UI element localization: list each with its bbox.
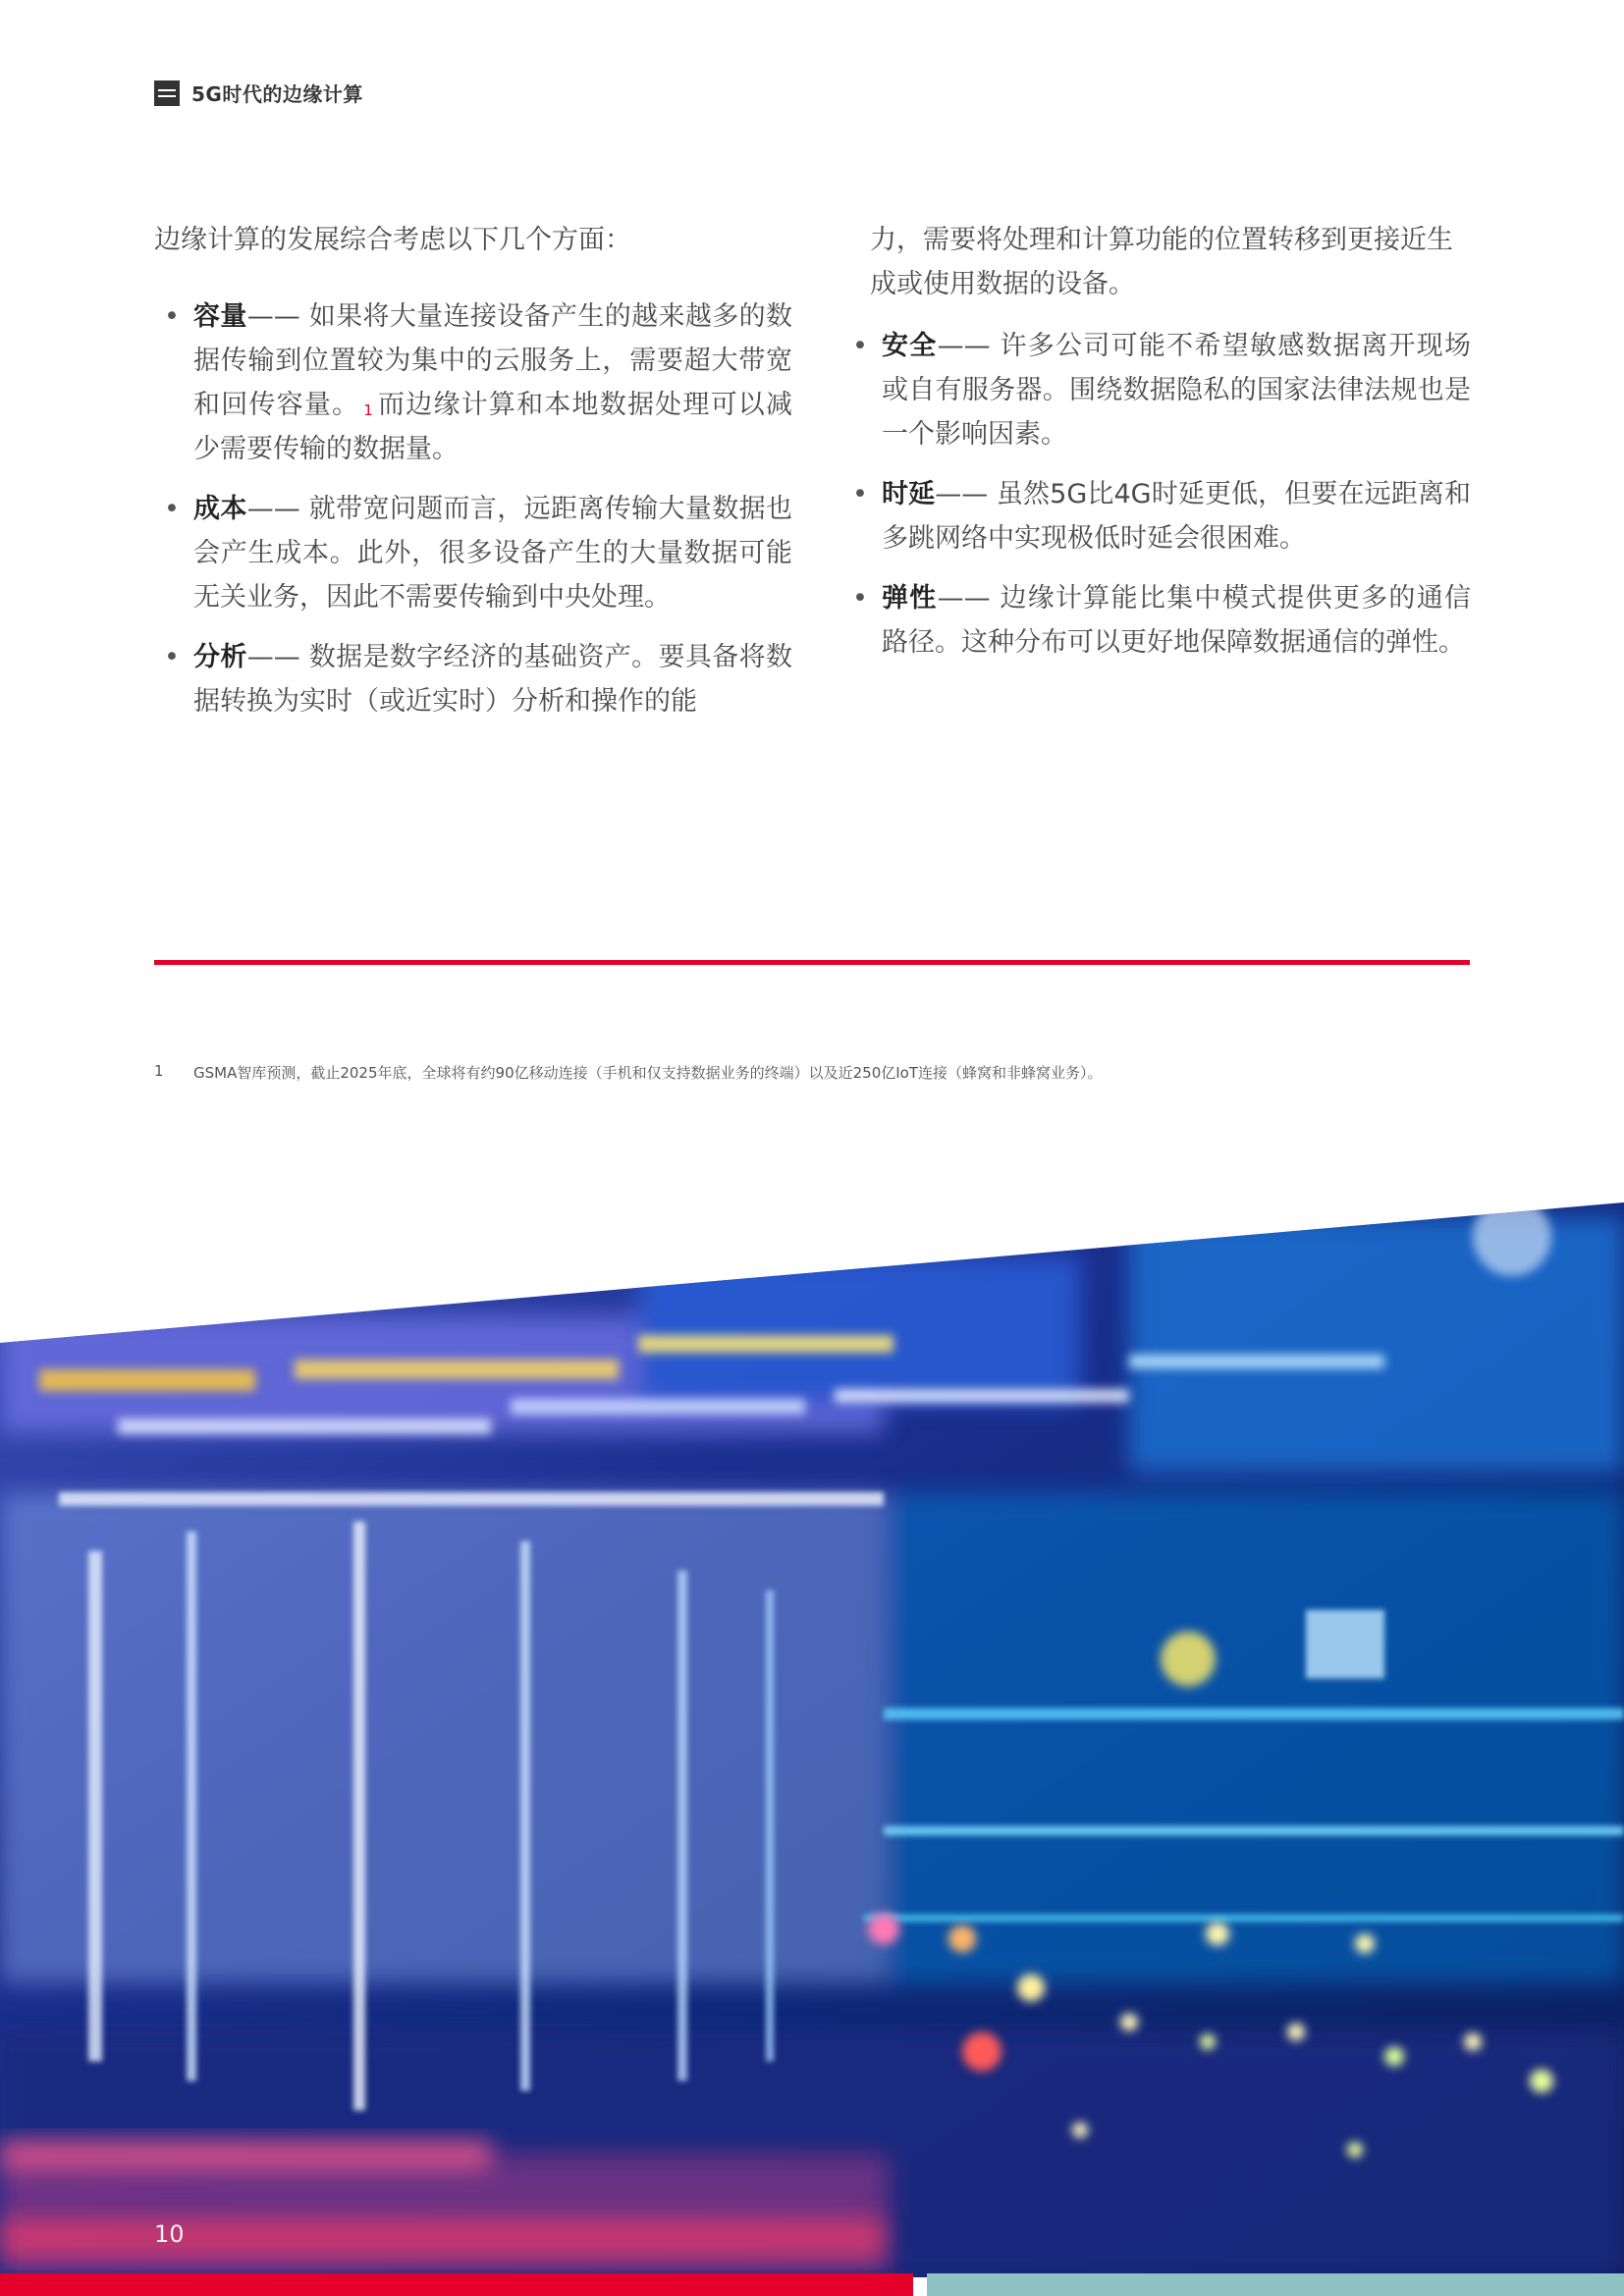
footer-teal-bar [927, 2273, 1624, 2296]
bullet-latency [842, 472, 1471, 561]
bullet-term: 成本 [193, 494, 247, 524]
bullet-text: —— 如果将大量连接设备产生的越来越多的数据传输到位置较为集中的云服务上，需要超大带宽和回传容量。 [193, 301, 792, 420]
footer-red-bar [0, 2273, 913, 2296]
bullet-term: 安全 [882, 331, 938, 361]
bullet-term: 分析 [193, 642, 247, 672]
data-center-photo [0, 1198, 1624, 2277]
right-column [842, 218, 1471, 680]
bullet-text: —— 数据是数字经济的基础资产。要具备将数据转换为实时（或近实时）分析和操作的能 [193, 642, 792, 717]
bullet-text: —— 许多公司可能不希望敏感数据离开现场或自有服务器。围绕数据隐私的国家法律法规也是一个影响因素。 [882, 331, 1471, 450]
page-number: 10 [154, 2220, 185, 2248]
left-column [154, 218, 792, 739]
bullet-text: —— 就带宽问题而言，远距离传输大量数据也会产生成本。此外，很多设备产生的大量数据可能无关业务，因此不需要传输到中央处理。 [193, 494, 792, 613]
section-divider [154, 960, 1470, 965]
footnote-text: GSMA智库预测，截止2025年底，全球将有约90亿移动连接（手机和仅支持数据业务的终端）以及近250亿IoT连接（蜂窝和非蜂窝业务）。 [193, 1064, 1103, 1082]
continued-text: 力，需要将处理和计算功能的位置转移到更接近生成或使用数据的设备。 [870, 225, 1453, 299]
page-header [154, 79, 363, 107]
bullet-resilience [842, 576, 1471, 665]
bullet-security [842, 324, 1471, 456]
bullet-text: —— 虽然5G比4G时延更低，但要在远距离和多跳网络中实现极低时延会很困难。 [882, 479, 1471, 554]
bullet-capacity [154, 294, 792, 471]
footnote [154, 1062, 1103, 1083]
footnote-reference[interactable]: 1 [363, 401, 373, 419]
bullet-cost [154, 487, 792, 619]
bullet-term: 容量 [193, 301, 247, 332]
bullet-term: 弹性 [882, 583, 938, 614]
gsma-logo-icon [154, 80, 180, 106]
bullet-text: —— 边缘计算能比集中模式提供更多的通信路径。这种分布可以更好地保障数据通信的弹性。 [882, 583, 1471, 658]
bullet-analytics [154, 635, 792, 723]
document-title: 5G时代的边缘计算 [191, 82, 363, 106]
intro-text: 边缘计算的发展综合考虑以下几个方面： [154, 225, 631, 255]
footnote-number: 1 [154, 1062, 164, 1080]
bullet-text-continued: 而边缘计算和本地数据处理可以减少需要传输的数据量。 [193, 390, 793, 464]
bullet-term: 时延 [882, 479, 936, 509]
